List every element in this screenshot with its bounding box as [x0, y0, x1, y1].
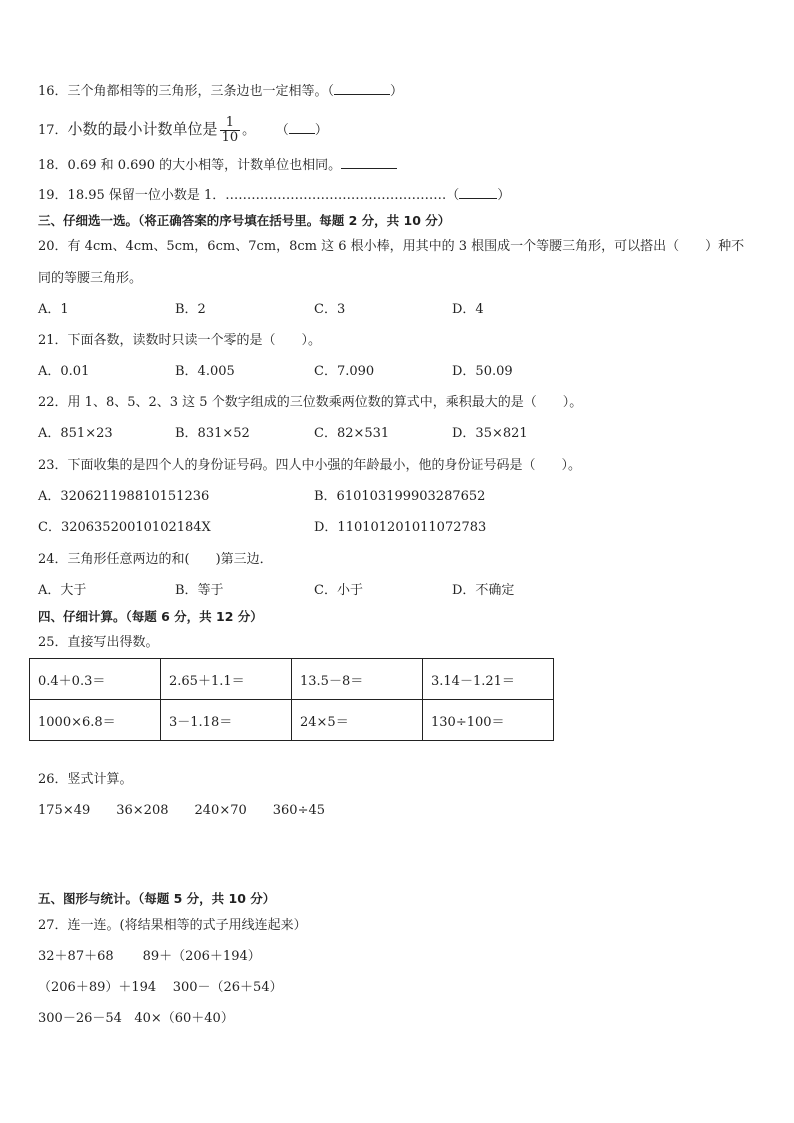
question-22: 22．用 1、8、5、2、3 这 5 个数字组成的三位数乘两位数的算式中，乘积最大的是（ ）。 — [38, 395, 583, 410]
calc-item: 360÷45 — [272, 803, 325, 818]
match-left[interactable]: 32＋87＋68 — [38, 949, 114, 964]
question-27: 27．连一连。(将结果相等的式子用线连起来） — [38, 918, 307, 933]
calc-item: 240×70 — [194, 803, 247, 818]
question-18: 18．0.69 和 0.690 的大小相等，计数单位也相同。 — [38, 156, 397, 175]
option-d[interactable]: D．50.09 — [452, 364, 513, 379]
fraction: $\frac{1}{10}$ — [221, 115, 239, 145]
question-23-options-row2 — [38, 519, 738, 537]
section-3-title: 三、仔细选一选。（将正确答案的序号填在括号里。每题 2 分，共 10 分） — [38, 213, 451, 228]
answer-blank[interactable] — [289, 121, 315, 134]
option-a[interactable]: A．1 — [38, 302, 69, 317]
option-d[interactable]: D．不确定 — [452, 583, 515, 598]
option-c[interactable]: C．32063520010102184X — [38, 520, 211, 535]
question-24: 24．三角形任意两边的和( )第三边． — [38, 552, 273, 567]
option-c[interactable]: C．3 — [314, 302, 346, 317]
table-cell[interactable]: 130÷100＝ — [423, 700, 554, 741]
answer-blank[interactable] — [334, 82, 390, 95]
match-row — [38, 979, 283, 997]
option-c[interactable]: C．82×531 — [314, 426, 390, 441]
question-16-text: 16．三个角都相等的三角形，三条边也一定相等。（ — [38, 84, 335, 99]
table-cell[interactable]: 2.65＋1.1＝ — [161, 659, 292, 700]
question-17: 17．小数的最小计数单位是 $\frac{1}{10}$ 。 （ ） — [38, 115, 328, 145]
table-cell[interactable]: 13.5－8＝ — [292, 659, 423, 700]
option-d[interactable]: D．35×821 — [452, 426, 528, 441]
table-cell[interactable]: 3.14－1.21＝ — [423, 659, 554, 700]
option-c[interactable]: C．7.090 — [314, 364, 375, 379]
option-d[interactable]: D．110101201011072783 — [314, 520, 487, 535]
option-b[interactable]: B．等于 — [175, 583, 224, 598]
section-5-title: 五、图形与统计。（每题 5 分，共 10 分） — [38, 891, 276, 906]
table-row — [30, 659, 554, 700]
table-cell[interactable]: 24×5＝ — [292, 700, 423, 741]
option-a[interactable]: A．0.01 — [38, 364, 90, 379]
section-4-title: 四、仔细计算。（每题 6 分，共 12 分） — [38, 609, 263, 624]
question-20-line1: 20．有 4cm、4cm、5cm，6cm、7cm，8cm 这 6 根小棒，用其中的 3 根围成一个等腰三角形，可以搭出（ ）种不 — [38, 239, 745, 254]
question-21-options — [38, 363, 738, 381]
calc-table — [29, 658, 554, 741]
option-b[interactable]: B．831×52 — [175, 426, 250, 441]
option-b[interactable]: B．610103199903287652 — [314, 489, 486, 504]
match-left[interactable]: （206＋89）＋194 — [38, 980, 157, 995]
question-19: 19．18.95 保留一位小数是 1．……………………………………………（ ） — [38, 188, 511, 203]
answer-blank[interactable] — [341, 156, 397, 169]
match-row — [38, 1010, 234, 1028]
calc-item: 175×49 — [38, 803, 91, 818]
option-a[interactable]: A．大于 — [38, 583, 87, 598]
option-d[interactable]: D．4 — [452, 302, 484, 317]
question-24-options — [38, 582, 738, 600]
table-cell[interactable]: 1000×6.8＝ — [30, 700, 161, 741]
option-a[interactable]: A．320621198810151236 — [38, 489, 210, 504]
answer-blank[interactable] — [459, 186, 497, 199]
calc-item: 36×208 — [116, 803, 169, 818]
option-a[interactable]: A．851×23 — [38, 426, 113, 441]
match-right[interactable]: 89＋（206＋194） — [142, 949, 261, 964]
question-22-options — [38, 425, 738, 443]
match-row — [38, 948, 261, 966]
match-right[interactable]: 300－（26＋54） — [172, 980, 283, 995]
match-left[interactable]: 300－26－54 — [38, 1011, 122, 1026]
question-23: 23．下面收集的是四个人的身份证号码。四人中小强的年龄最小，他的身份证号码是（ ）。 — [38, 458, 582, 473]
question-26-items — [38, 802, 351, 820]
question-20-options — [38, 301, 738, 319]
option-b[interactable]: B．2 — [175, 302, 206, 317]
question-26: 26．竖式计算。 — [38, 772, 133, 787]
question-20-line2: 同的等腰三角形。 — [38, 271, 143, 286]
match-right[interactable]: 40×（60＋40） — [134, 1011, 234, 1026]
option-c[interactable]: C．小于 — [314, 583, 363, 598]
question-25: 25．直接写出得数。 — [38, 635, 159, 650]
table-cell[interactable]: 0.4＋0.3＝ — [30, 659, 161, 700]
table-row — [30, 700, 554, 741]
question-21: 21．下面各数，读数时只读一个零的是（ ）。 — [38, 333, 322, 348]
question-16: 16．三个角都相等的三角形，三条边也一定相等。（ ） — [38, 84, 404, 99]
question-23-options-row1 — [38, 488, 738, 506]
option-b[interactable]: B．4.005 — [175, 364, 235, 379]
table-cell[interactable]: 3－1.18＝ — [161, 700, 292, 741]
